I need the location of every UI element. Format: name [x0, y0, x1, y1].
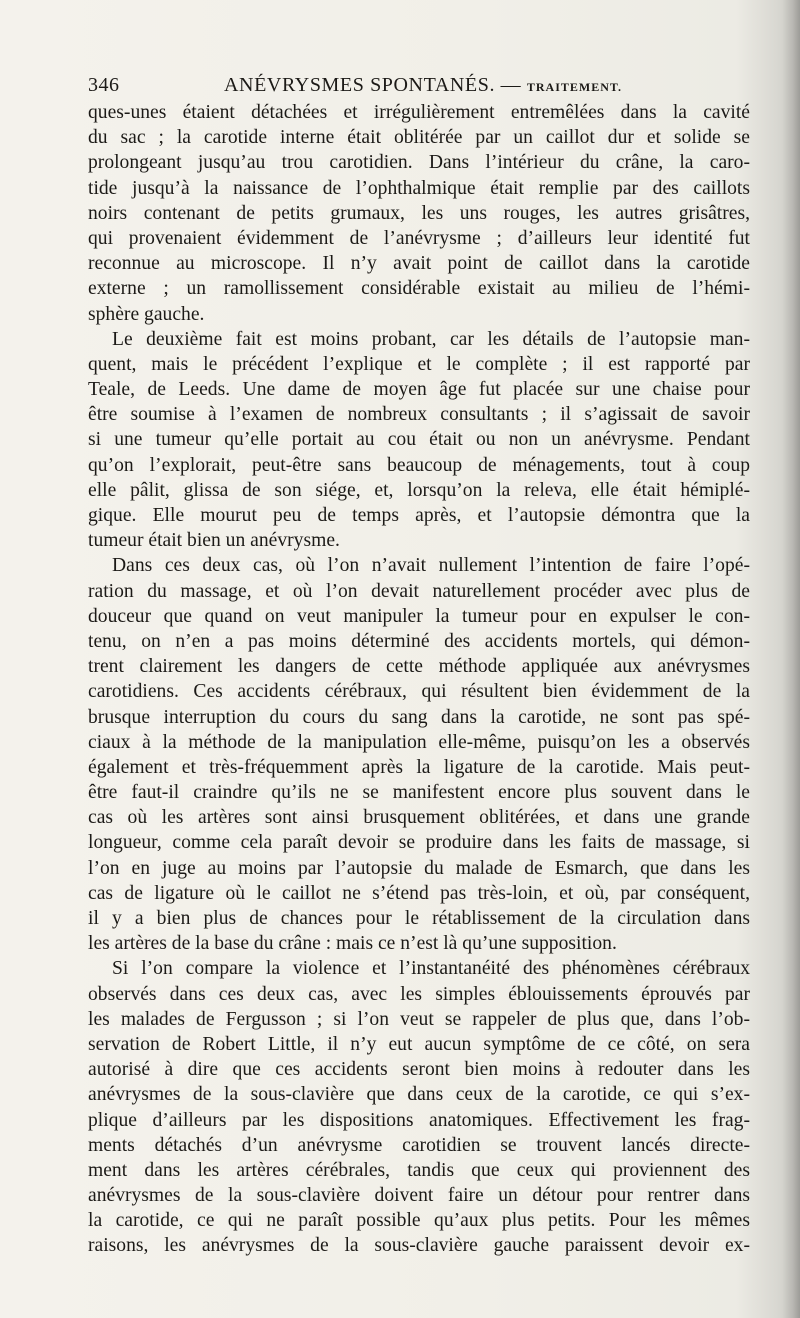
binding-shadow	[782, 0, 800, 1318]
page-header	[88, 70, 748, 100]
text-line: douceur que quand on veut manipuler la tumeur pour en expulser le con-	[88, 605, 750, 627]
text-line: gique. Elle mourut peu de temps après, et l’autopsie démontra que la	[88, 505, 750, 526]
text-line: reconnue au microscope. Il n’y avait point de caillot dans la carotide	[88, 253, 750, 275]
text-line: du sac ; la carotide interne était oblitérée par un caillot dur et solide se	[88, 127, 750, 149]
text-line: trent clairement les dangers de cette méthode appliquée aux anévrysmes	[88, 656, 750, 678]
text-line: quent, mais le précédent l’explique et le complète ; il est rapporté par	[88, 353, 750, 375]
text-line: cas où les artères sont ainsi brusquement oblitérées, et dans une grande	[88, 807, 750, 829]
text-line: elle pâlit, glissa de son siége, et, lorsqu’on la releva, elle était hémiplé-	[88, 479, 750, 501]
text-line: noirs contenant de petits grumaux, les uns rouges, les autres grisâtres,	[88, 202, 750, 224]
text-line: ques-unes étaient détachées et irrégulièrement entremêlées dans la cavité	[88, 102, 750, 123]
text-line: autorisé à dire que ces accidents seront bien moins à redouter dans les	[88, 1059, 750, 1081]
text-line: ments détachés d’un anévrysme carotidien se trouvent lancés directe-	[88, 1134, 750, 1156]
text-line: Si l’on compare la violence et l’instantanéité des phénomènes cérébraux	[112, 958, 750, 980]
page-number: 346	[88, 74, 120, 96]
text-line: raisons, les anévrysmes de la sous-clavière gauche paraissent devoir ex-	[88, 1235, 750, 1257]
section-title: TRAITEMENT.	[526, 80, 622, 94]
text-line: ration du massage, et où l’on devait naturellement procéder avec plus de	[88, 580, 750, 602]
text-line: cas de ligature où le caillot ne s’étend pas très-loin, et où, par conséquent,	[88, 882, 750, 904]
text-line: Le deuxième fait est moins probant, car les détails de l’autopsie man-	[112, 328, 750, 350]
text-line: Teale, de Leeds. Une dame de moyen âge fut placée sur une chaise pour	[88, 379, 750, 401]
text-line: plique d’ailleurs par les dispositions anatomiques. Effectivement les frag-	[88, 1109, 750, 1131]
text-line: Dans ces deux cas, où l’on n’avait nullement l’intention de faire l’opé-	[112, 555, 750, 577]
text-line: l’on en juge au moins par l’autopsie du malade de Esmarch, que dans les	[88, 857, 750, 879]
text-line: qui provenaient évidemment de l’anévrysme ; d’ailleurs leur identité fut	[88, 227, 750, 249]
text-line: les malades de Fergusson ; si l’on veut se rappeler de plus que, dans l’ob-	[88, 1008, 750, 1030]
text-line: carotidiens. Ces accidents cérébraux, qui résultent bien évidemment de la	[88, 681, 750, 703]
body-text	[88, 100, 750, 1259]
text-line: anévrysmes de la sous-clavière que dans ceux de la carotide, ce qui s’ex-	[88, 1084, 750, 1106]
text-line: prolongeant jusqu’au trou carotidien. Dans l’intérieur du crâne, la caro-	[88, 152, 750, 174]
text-line: la carotide, ce qui ne paraît possible qu’aux plus petits. Pour les mêmes	[88, 1210, 750, 1232]
text-line: externe ; un ramollissement considérable existait au milieu de l’hémi-	[88, 278, 750, 300]
text-line: tenu, on n’en a pas moins déterminé des accidents mortels, qui démon-	[88, 630, 750, 652]
text-line: également et très-fréquemment après la ligature de la carotide. Mais peut-	[88, 756, 750, 778]
text-line: il y a bien plus de chances pour le rétablissement de la circulation dans	[88, 908, 750, 929]
text-line: servation de Robert Little, il n’y eut aucun symptôme de ce côté, on sera	[88, 1033, 750, 1055]
text-line: qu’on l’explorait, peut-être sans beaucoup de ménagements, tout à coup	[88, 454, 750, 476]
running-title-text: ANÉVRYSMES SPONTANÉS. —	[224, 74, 522, 96]
text-line: observés dans ces deux cas, avec les simples éblouissements éprouvés par	[88, 983, 750, 1005]
text-line: anévrysmes de la sous-clavière doivent faire un détour pour rentrer dans	[88, 1185, 750, 1207]
text-line: longueur, comme cela paraît devoir se produire dans les faits de massage, si	[88, 832, 750, 854]
running-title	[224, 70, 622, 102]
text-line: tumeur était bien un anévrysme.	[88, 530, 340, 552]
text-line: être faut-il craindre qu’ils ne se manifestent encore plus souvent dans le	[88, 782, 750, 804]
text-line: les artères de la base du crâne : mais ce n’est là qu’une supposition.	[88, 933, 617, 955]
text-line: être soumise à l’examen de nombreux consultants ; il s’agissait de savoir	[88, 404, 750, 426]
text-line: si une tumeur qu’elle portait au cou était ou non un anévrysme. Pendant	[88, 429, 750, 451]
text-line: sphère gauche.	[88, 303, 205, 325]
text-line: brusque interruption du cours du sang dans la carotide, ne sont pas spé-	[88, 706, 750, 728]
text-line: ment dans les artères cérébrales, tandis que ceux qui proviennent des	[88, 1159, 750, 1181]
text-line: tide jusqu’à la naissance de l’ophthalmique était remplie par des caillots	[88, 177, 750, 199]
text-line: ciaux à la méthode de la manipulation elle-même, puisqu’on les a observés	[88, 731, 750, 753]
